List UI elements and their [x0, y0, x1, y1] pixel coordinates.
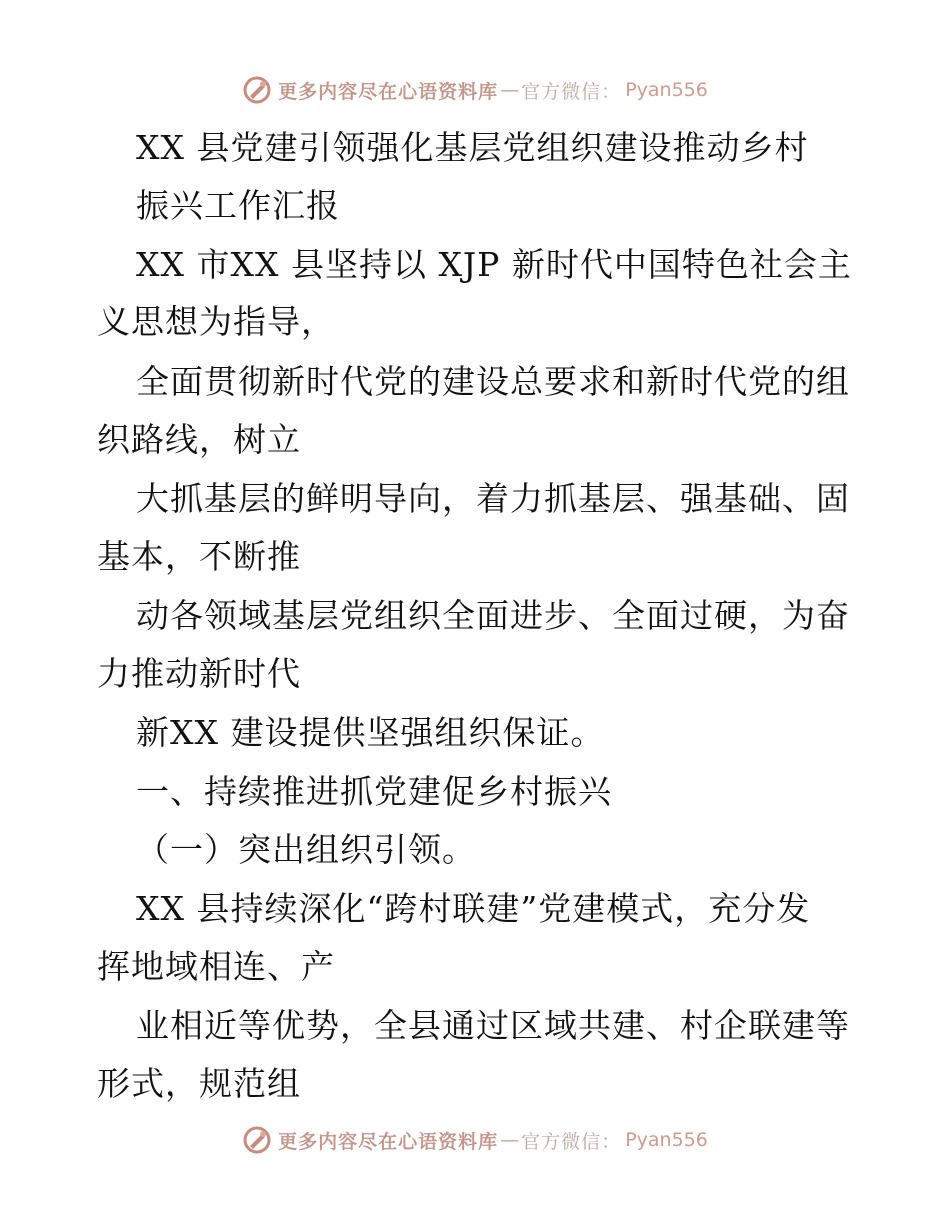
document-title-line-1: XX 县党建引领强化基层党组织建设推动乡村 — [136, 128, 809, 167]
paragraph-line: 大抓基层的鲜明导向，着力抓基层、强基础、固 — [136, 479, 850, 518]
logo-icon — [242, 1125, 272, 1155]
paragraph-line: XX 县持续深化“跨村联建”党建模式，充分发 — [136, 889, 811, 928]
watermark-banner-bottom — [0, 1120, 950, 1160]
watermark-site: 更多内容尽在心语资料库 — [278, 80, 499, 103]
paragraph-line: 业相近等优势，全县通过区域共建、村企联建等 — [136, 1006, 850, 1045]
watermark-dash: — — [500, 1129, 520, 1151]
watermark-site: 更多内容尽在心语资料库 — [278, 1130, 499, 1153]
watermark-dash: — — [500, 79, 520, 101]
paragraph-line: 织路线，树立 — [97, 420, 301, 459]
watermark-wechat-id: Pyan556 — [625, 79, 708, 101]
paragraph-line: 挥地域相连、产 — [97, 947, 335, 986]
document-title-line-2: 振兴工作汇报 — [136, 186, 340, 225]
paragraph-line: 义思想为指导， — [97, 302, 335, 341]
paragraph-line: 基本，不断推 — [97, 537, 301, 576]
paragraph-line: 全面贯彻新时代党的建设总要求和新时代党的组 — [136, 362, 850, 401]
paragraph-line: 力推动新时代 — [97, 654, 301, 693]
watermark-official: 官方微信： — [521, 1130, 622, 1153]
paragraph-line: 动各领域基层党组织全面进步、全面过硬，为奋 — [136, 596, 850, 635]
watermark-official: 官方微信： — [521, 80, 622, 103]
paragraph-line: 新XX 建设提供坚强组织保证。 — [136, 713, 605, 752]
paragraph-line: XX 市XX 县坚持以 XJP 新时代中国特色社会主 — [136, 245, 852, 284]
subsection-heading: （一）突出组织引领。 — [136, 830, 476, 869]
section-heading: 一、持续推进抓党建促乡村振兴 — [136, 772, 612, 811]
watermark-wechat-id: Pyan556 — [625, 1129, 708, 1151]
paragraph-line: 形式，规范组 — [97, 1064, 301, 1103]
